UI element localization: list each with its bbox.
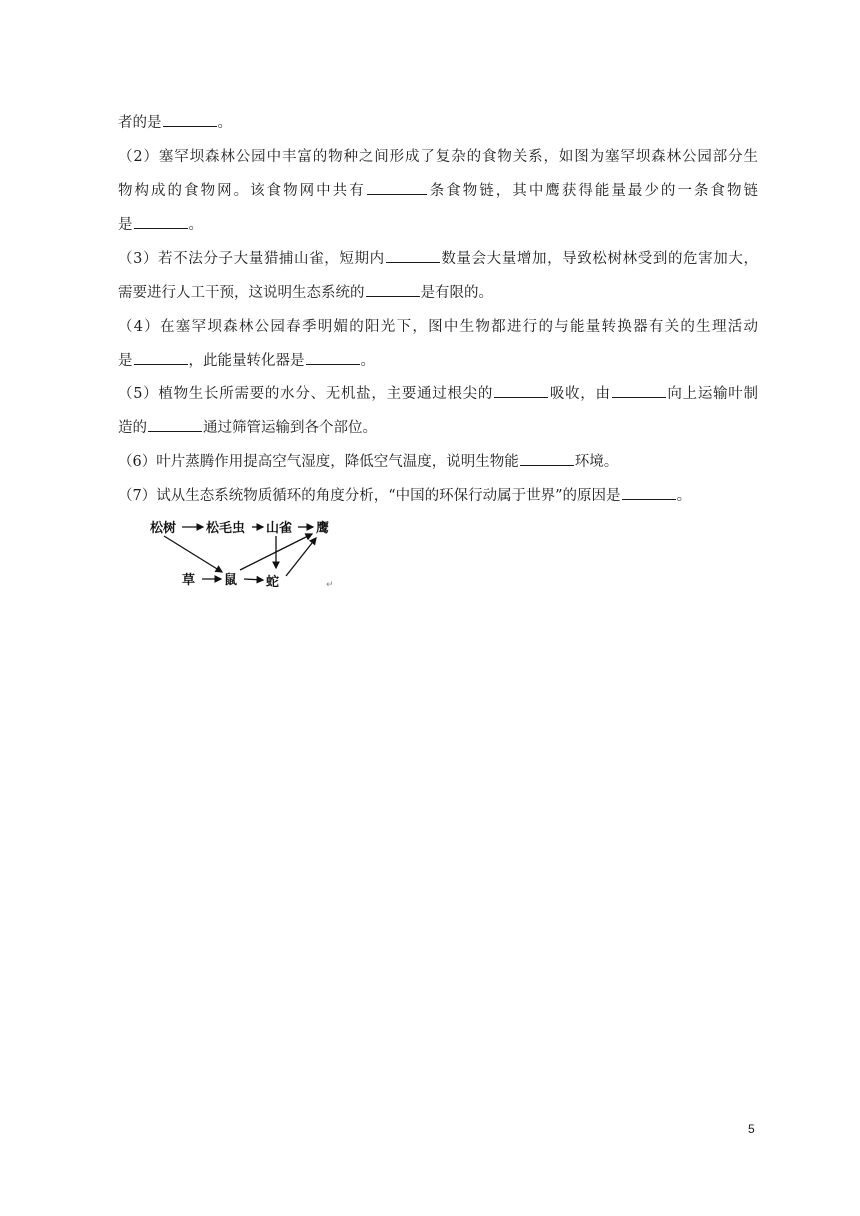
answer-blank[interactable]	[163, 112, 217, 127]
page-number: 5	[748, 1122, 755, 1136]
node-pine: 松树	[150, 521, 177, 536]
answer-blank[interactable]	[386, 248, 440, 263]
answer-blank[interactable]	[366, 282, 420, 297]
answer-blank[interactable]	[148, 417, 202, 432]
question-6: （6）叶片蒸腾作用提高空气湿度，降低空气温度，说明生物能 环境。	[118, 445, 758, 479]
answer-blank[interactable]	[520, 451, 574, 466]
node-tit: 山雀	[266, 521, 293, 536]
node-mouse: 鼠	[224, 573, 238, 588]
question-2: （2）塞罕坝森林公园中丰富的物种之间形成了复杂的食物关系，如图为塞罕坝森林公园部分生 物构成的食物网。该食物网中共有 条食物链，其中鹰获得能量最少的一条食物链 是 。	[118, 149, 759, 233]
food-web-diagram	[148, 514, 348, 594]
arrow-pine-mouse	[164, 536, 222, 572]
question-7: （7）试从生态系统物质循环的角度分析，“中国的环保行动属于世界”的原因是 。	[118, 479, 758, 513]
answer-blank[interactable]	[494, 383, 548, 398]
node-caterpillar: 松毛虫	[206, 521, 246, 536]
question-1-tail: 者的是 。	[118, 106, 758, 140]
question-5: （5）植物生长所需要的水分、无机盐，主要通过根尖的 吸收，由 向上运输叶制 造的 通过筛管运输到各个部位。	[118, 377, 758, 445]
arrow-snake-hawk	[286, 538, 316, 576]
answer-blank[interactable]	[612, 383, 666, 398]
answer-blank[interactable]	[134, 214, 188, 229]
question-3: （3）若不法分子大量猎捕山雀，短期内 数量会大量增加，导致松树林受到的危害加大， 需要进行人工干预，这说明生态系统的 是有限的。	[118, 242, 758, 310]
node-snake: 蛇	[266, 575, 280, 590]
node-hawk: 鹰	[316, 521, 330, 536]
answer-blank[interactable]	[367, 180, 427, 195]
paragraph-return-mark: ↵	[326, 580, 334, 590]
answer-blank[interactable]	[622, 485, 676, 500]
answer-blank[interactable]	[306, 350, 360, 365]
node-grass: 草	[182, 573, 196, 588]
answer-blank[interactable]	[134, 350, 188, 365]
question-4: （4）在塞罕坝森林公园春季明媚的阳光下，图中生物都进行的与能量转换器有关的生理活动 是 ，此能量转化器是 。	[118, 319, 758, 369]
arrow-mouse-snake	[244, 579, 263, 580]
